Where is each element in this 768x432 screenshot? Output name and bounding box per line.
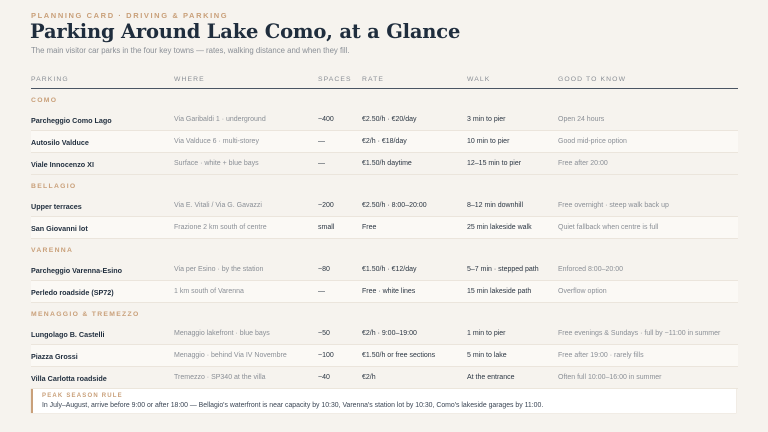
cell-good-to-know: Free after 19:00 · rarely fills bbox=[558, 352, 644, 359]
table-row bbox=[31, 217, 738, 239]
cell-walk: 5–7 min · stepped path bbox=[467, 266, 539, 273]
cell-good-to-know: Overflow option bbox=[558, 288, 607, 295]
parking-table bbox=[31, 72, 738, 389]
cell-where: 1 km south of Varenna bbox=[174, 288, 244, 295]
group-heading-varenna bbox=[31, 239, 738, 259]
cell-where: Via Garibaldi 1 · underground bbox=[174, 116, 266, 123]
table-row bbox=[31, 153, 738, 175]
cell-rate: €1.50/h or free sections bbox=[362, 352, 436, 359]
cell-spaces: — bbox=[318, 160, 325, 167]
column-header-parking: PARKING bbox=[31, 76, 69, 83]
cell-good-to-know: Good mid-price option bbox=[558, 138, 627, 145]
cell-rate: €2/h · 9:00–19:00 bbox=[362, 330, 417, 337]
column-header-good-to-know: GOOD TO KNOW bbox=[558, 76, 627, 83]
peak-season-callout bbox=[31, 389, 736, 413]
cell-good-to-know: Often full 10:00–16:00 in summer bbox=[558, 374, 662, 381]
cell-where: Via Valduce 6 · multi-storey bbox=[174, 138, 259, 145]
cell-good-to-know: Quiet fallback when centre is full bbox=[558, 224, 659, 231]
cell-spaces: ~80 bbox=[318, 266, 330, 273]
callout-text: In July–August, arrive before 9:00 or after 18:00 — Bellagio's waterfront is near capacity by 10:30, Varenna's station lot by 10:30, Como's lakeside garages by 11:00. bbox=[42, 402, 544, 409]
table-header bbox=[31, 72, 738, 89]
cell-parking: Lungolago B. Castelli bbox=[31, 330, 105, 339]
cell-rate: €2/h · €18/day bbox=[362, 138, 407, 145]
cell-where: Tremezzo · SP340 at the villa bbox=[174, 374, 266, 381]
group-heading-bellagio bbox=[31, 175, 738, 195]
cell-parking: Villa Carlotta roadside bbox=[31, 374, 107, 383]
cell-rate: €1.50/h · €12/day bbox=[362, 266, 417, 273]
cell-good-to-know: Open 24 hours bbox=[558, 116, 605, 123]
cell-good-to-know: Free after 20:00 bbox=[558, 160, 608, 167]
cell-where: Frazione 2 km south of centre bbox=[174, 224, 267, 231]
cell-spaces: ~400 bbox=[318, 116, 334, 123]
cell-walk: 3 min to pier bbox=[467, 116, 506, 123]
cell-spaces: ~200 bbox=[318, 202, 334, 209]
cell-where: Menaggio lakefront · blue bays bbox=[174, 330, 270, 337]
cell-rate: €2.50/h · 8:00–20:00 bbox=[362, 202, 427, 209]
cell-parking: Parcheggio Varenna-Esino bbox=[31, 266, 123, 275]
cell-where: Via E. Vitali / Via G. Gavazzi bbox=[174, 202, 262, 209]
cell-where: Via per Esino · by the station bbox=[174, 266, 264, 273]
cell-spaces: ~50 bbox=[318, 330, 330, 337]
cell-spaces: — bbox=[318, 138, 325, 145]
table-row bbox=[31, 109, 738, 131]
column-header-rate: RATE bbox=[362, 76, 385, 83]
cell-where: Surface · white + blue bays bbox=[174, 160, 259, 167]
cell-walk: 15 min lakeside path bbox=[467, 288, 532, 295]
cell-parking: Autosilo Valduce bbox=[31, 138, 89, 147]
cell-parking: Piazza Grossi bbox=[31, 352, 78, 361]
table-row bbox=[31, 131, 738, 153]
cell-rate: €2/h bbox=[362, 374, 376, 381]
page-title: Parking Around Lake Como, at a Glance bbox=[30, 20, 461, 43]
group-heading-menaggio-tremezzo bbox=[31, 303, 738, 323]
table-row bbox=[31, 367, 738, 389]
cell-good-to-know: Free overnight · steep walk back up bbox=[558, 202, 669, 209]
cell-parking: Viale Innocenzo XI bbox=[31, 160, 94, 169]
cell-rate: Free bbox=[362, 224, 377, 231]
cell-parking: Upper terraces bbox=[31, 202, 82, 211]
cell-walk: 25 min lakeside walk bbox=[467, 224, 532, 231]
group-label: MENAGGIO & TREMEZZO bbox=[31, 311, 140, 318]
column-header-spaces: SPACES bbox=[318, 76, 352, 83]
eyebrow: PLANNING CARD · DRIVING & PARKING bbox=[31, 11, 229, 20]
cell-walk: At the entrance bbox=[467, 374, 515, 381]
table-row bbox=[31, 345, 738, 367]
column-header-walk: WALK bbox=[467, 76, 491, 83]
cell-good-to-know: Free evenings & Sundays · full by ~11:00 in summer bbox=[558, 330, 721, 337]
cell-walk: 10 min to pier bbox=[467, 138, 510, 145]
group-label: BELLAGIO bbox=[31, 183, 77, 190]
cell-parking: Perledo roadside (SP72) bbox=[31, 288, 114, 297]
cell-rate: €2.50/h · €20/day bbox=[362, 116, 417, 123]
cell-spaces: small bbox=[318, 224, 335, 231]
callout-label: PEAK SEASON RULE bbox=[42, 393, 123, 399]
table-row bbox=[31, 323, 738, 345]
cell-walk: 5 min to lake bbox=[467, 352, 507, 359]
table-row bbox=[31, 281, 738, 303]
cell-where: Menaggio · behind Via IV Novembre bbox=[174, 352, 287, 359]
cell-walk: 12–15 min to pier bbox=[467, 160, 522, 167]
cell-rate: €1.50/h daytime bbox=[362, 160, 412, 167]
cell-walk: 1 min to pier bbox=[467, 330, 506, 337]
group-label: COMO bbox=[31, 97, 58, 104]
cell-good-to-know: Enforced 8:00–20:00 bbox=[558, 266, 623, 273]
table-row bbox=[31, 259, 738, 281]
cell-spaces: — bbox=[318, 288, 325, 295]
group-label: VARENNA bbox=[31, 247, 74, 254]
cell-walk: 8–12 min downhill bbox=[467, 202, 524, 209]
page-subtitle: The main visitor car parks in the four key towns — rates, walking distance and when they fill. bbox=[31, 46, 350, 55]
cell-parking: San Giovanni lot bbox=[31, 224, 88, 233]
group-heading-como bbox=[31, 89, 738, 109]
column-header-where: WHERE bbox=[174, 76, 205, 83]
cell-spaces: ~100 bbox=[318, 352, 334, 359]
table-row bbox=[31, 195, 738, 217]
cell-parking: Parcheggio Como Lago bbox=[31, 116, 112, 125]
cell-spaces: ~40 bbox=[318, 374, 330, 381]
cell-rate: Free · white lines bbox=[362, 288, 416, 295]
